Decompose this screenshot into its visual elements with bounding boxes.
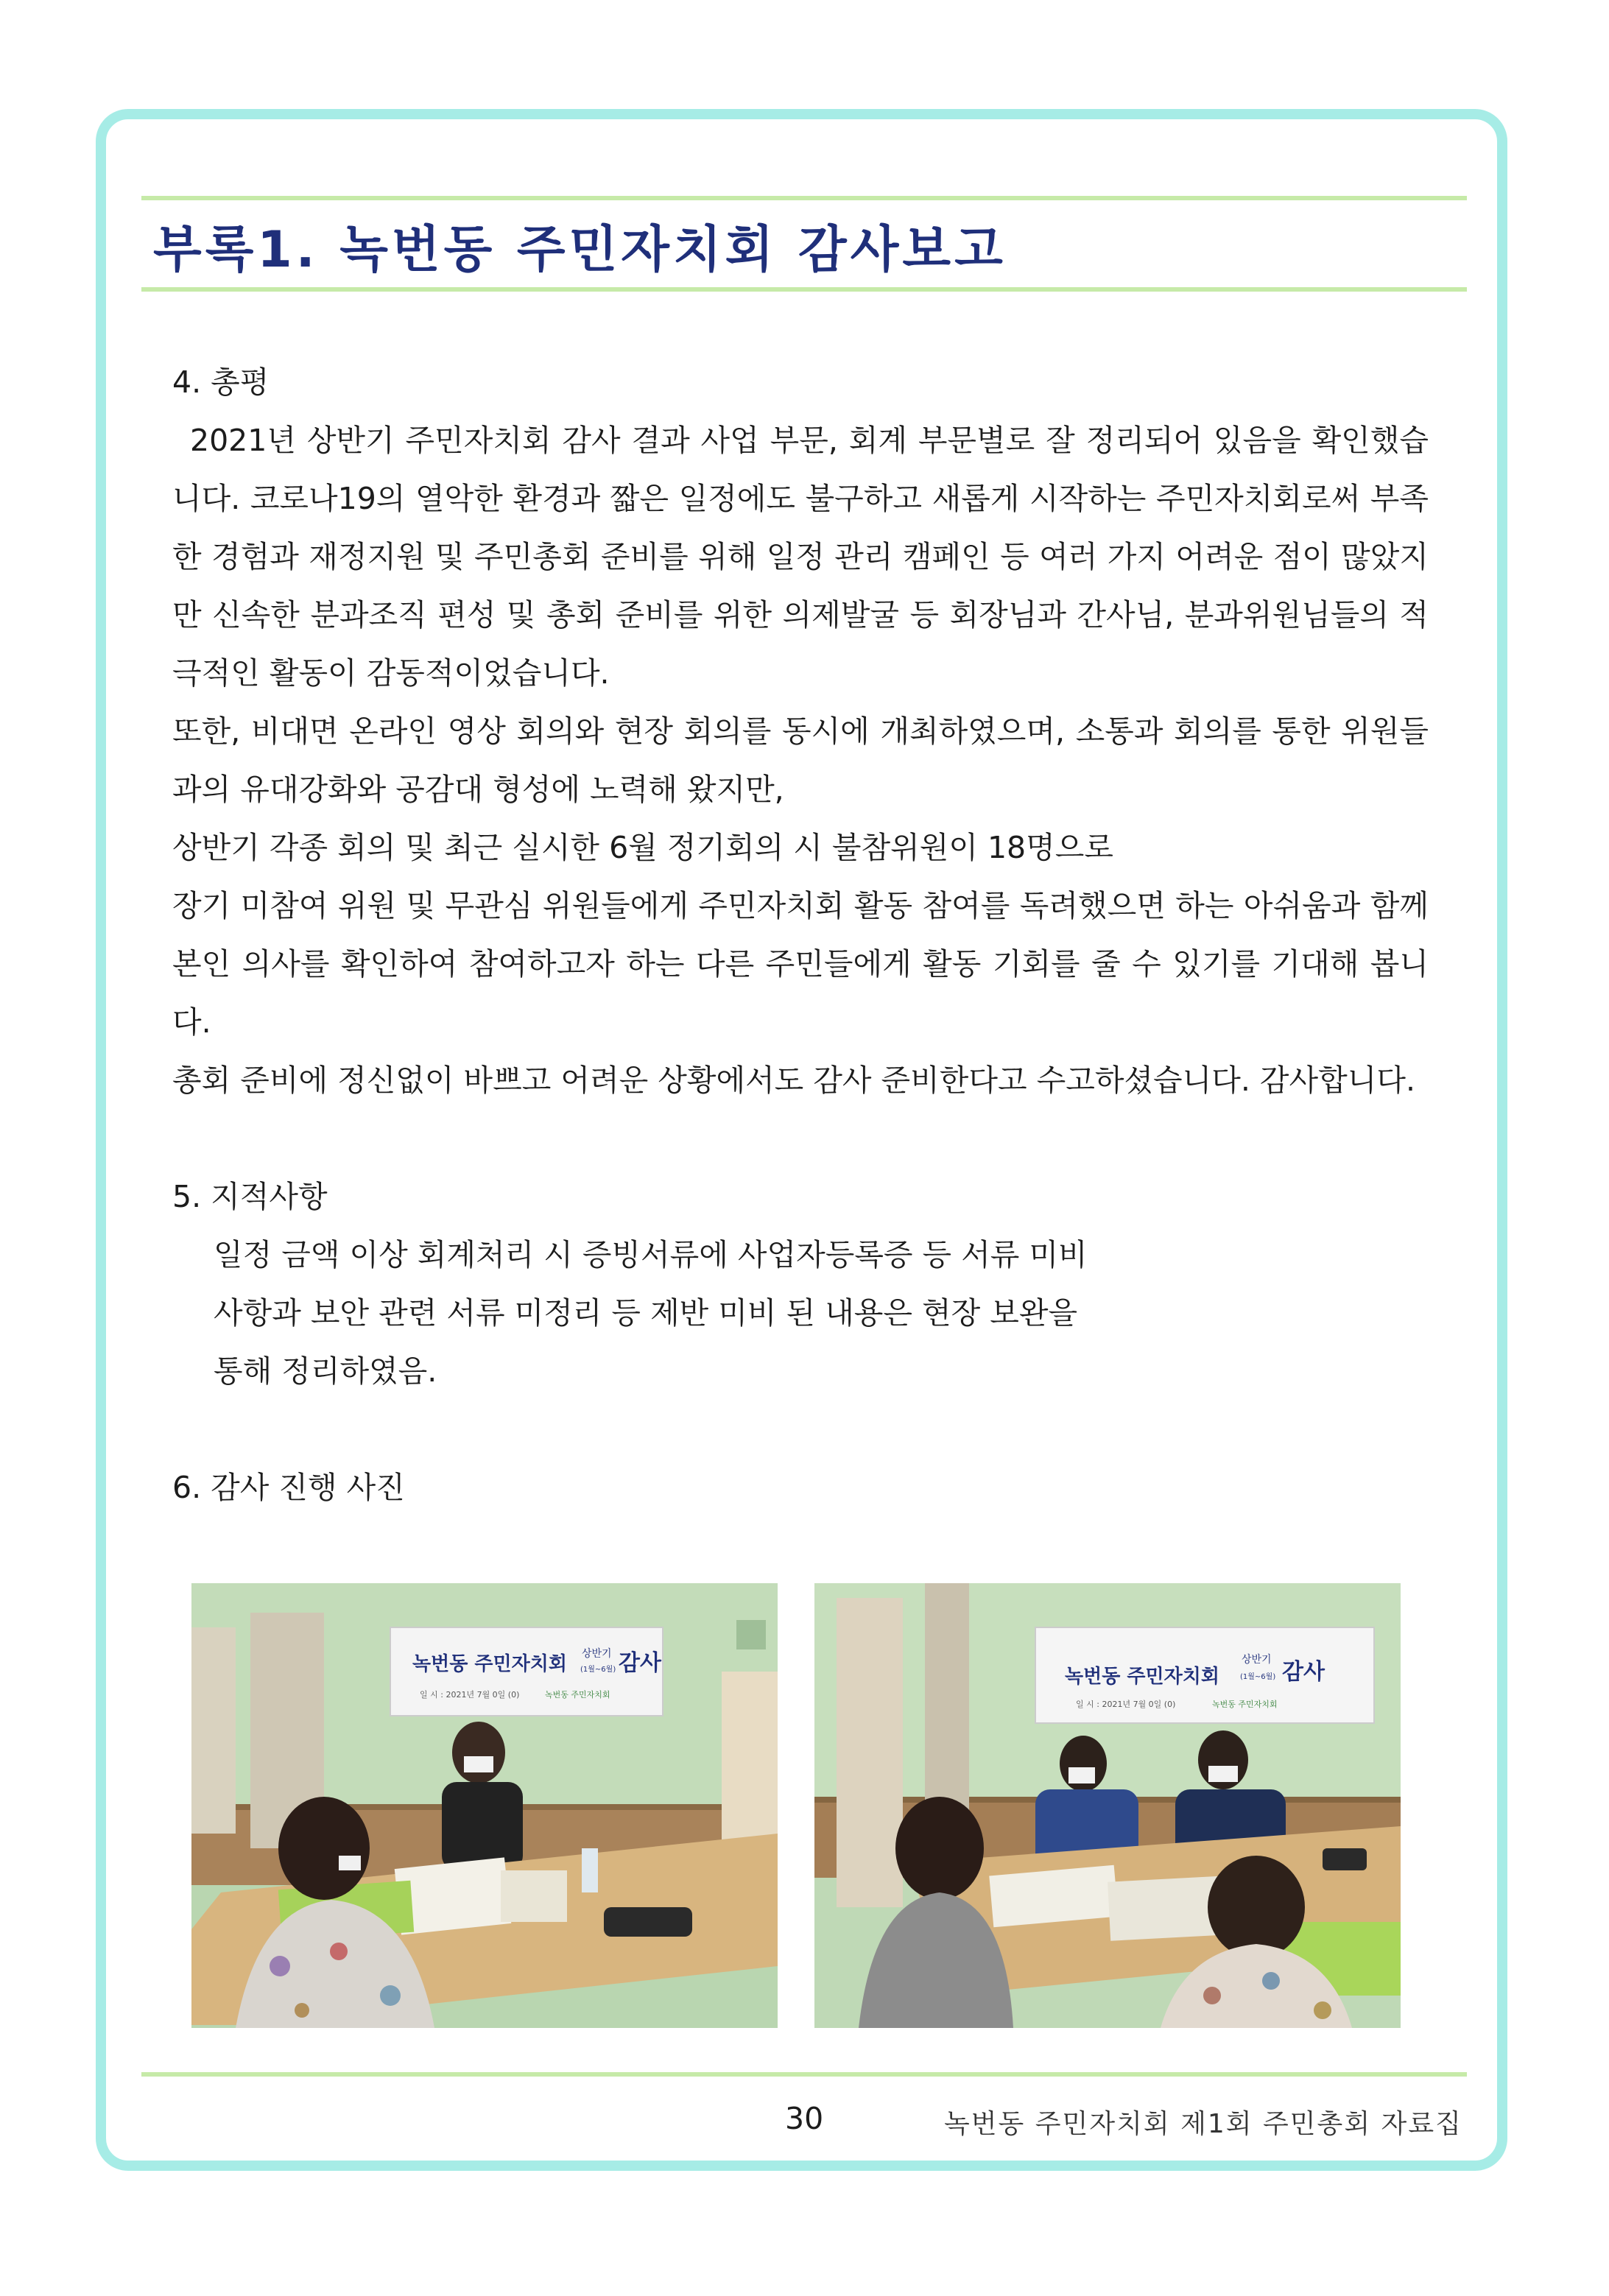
photo-banner-half: 상반기 — [582, 1648, 612, 1660]
photo-banner-title: 녹번동 주민자치회 — [1065, 1666, 1219, 1688]
finding-line-2: 사항과 보안 관련 서류 미정리 등 제반 미비 된 내용은 현장 보완을 — [214, 1295, 1078, 1331]
summary-paragraph-1: 2021년 상반기 주민자치회 감사 결과 사업 부문, 회계 부문별로 잘 정리되어 있음을 확인했습니다. 코로나19의 열악한 환경과 짧은 일정에도 불구하고 새롭게 시작하는 주민자치회로써 부족한 경험과 재정지원 및 주민총회 준비를 위해 일정 관리 캠페인 등 여러 가지 어려운 점이 많았지만 신속한 분과조직 편성 및 총회 준비를 위한 의제발굴 등 회장님과 간사님, 분과위원님들의 적극적인 활동이 감동적이었습니다. — [172, 423, 1429, 691]
title-bottom-rule — [141, 287, 1467, 292]
page-title: 부록1. 녹번동 주민자치회 감사보고 — [153, 221, 1007, 279]
finding-line-3: 통해 정리하였음. — [214, 1353, 437, 1389]
title-top-rule — [141, 196, 1467, 200]
audit-photo-2 — [814, 1583, 1401, 2028]
photo-banner-date: 일 시 : 2021년 7월 0일 (0) — [1076, 1700, 1176, 1709]
footer-rule — [141, 2072, 1467, 2077]
section-6-heading: 6. 감사 진행 사진 — [172, 1470, 405, 1505]
photo-banner-org: 녹번동 주민자치회 — [1212, 1700, 1278, 1709]
photo-banner-title: 녹번동 주민자치회 — [412, 1653, 567, 1675]
photo-banner-range: (1월~6월) — [1240, 1673, 1276, 1681]
section-5-heading: 5. 지적사항 — [172, 1179, 328, 1214]
page-number: 30 — [785, 2101, 824, 2136]
photo-banner-half: 상반기 — [1242, 1654, 1272, 1666]
summary-paragraph-3: 상반기 각종 회의 및 최근 실시한 6월 정기회의 시 불참위원이 18명으로 — [172, 830, 1113, 865]
document-body — [172, 353, 1429, 1517]
photo-banner-date: 일 시 : 2021년 7월 0일 (0) — [420, 1690, 520, 1700]
photo-banner-range: (1월~6월) — [580, 1666, 616, 1674]
audit-photo-1 — [191, 1583, 778, 2028]
summary-paragraph-2: 또한, 비대면 온라인 영상 회의와 현장 회의를 동시에 개최하였으며, 소통과 회의를 통한 위원들과의 유대강화와 공감대 형성에 노력해 왔지만, — [172, 714, 1429, 807]
photo-banner-audit: 감사 — [619, 1650, 661, 1676]
summary-paragraph-4: 장기 미참여 위원 및 무관심 위원들에게 주민자치회 활동 참여를 독려했으면 하는 아쉬움과 함께 본인 의사를 확인하여 참여하고자 하는 다른 주민들에게 활동 기회를 줄 수 있기를 기대해 봅니다. — [172, 888, 1429, 1040]
section-4-heading: 4. 총평 — [172, 365, 270, 400]
finding-line-1: 일정 금액 이상 회계처리 시 증빙서류에 사업자등록증 등 서류 미비 — [214, 1237, 1088, 1272]
photo-banner-audit: 감사 — [1282, 1659, 1325, 1685]
footer-document-title: 녹번동 주민자치회 제1회 주민총회 자료집 — [944, 2109, 1462, 2139]
summary-paragraph-5: 총회 준비에 정신없이 바쁘고 어려운 상황에서도 감사 준비한다고 수고하셨습니다. 감사합니다. — [172, 1063, 1415, 1098]
photo-banner-org: 녹번동 주민자치회 — [545, 1690, 610, 1700]
